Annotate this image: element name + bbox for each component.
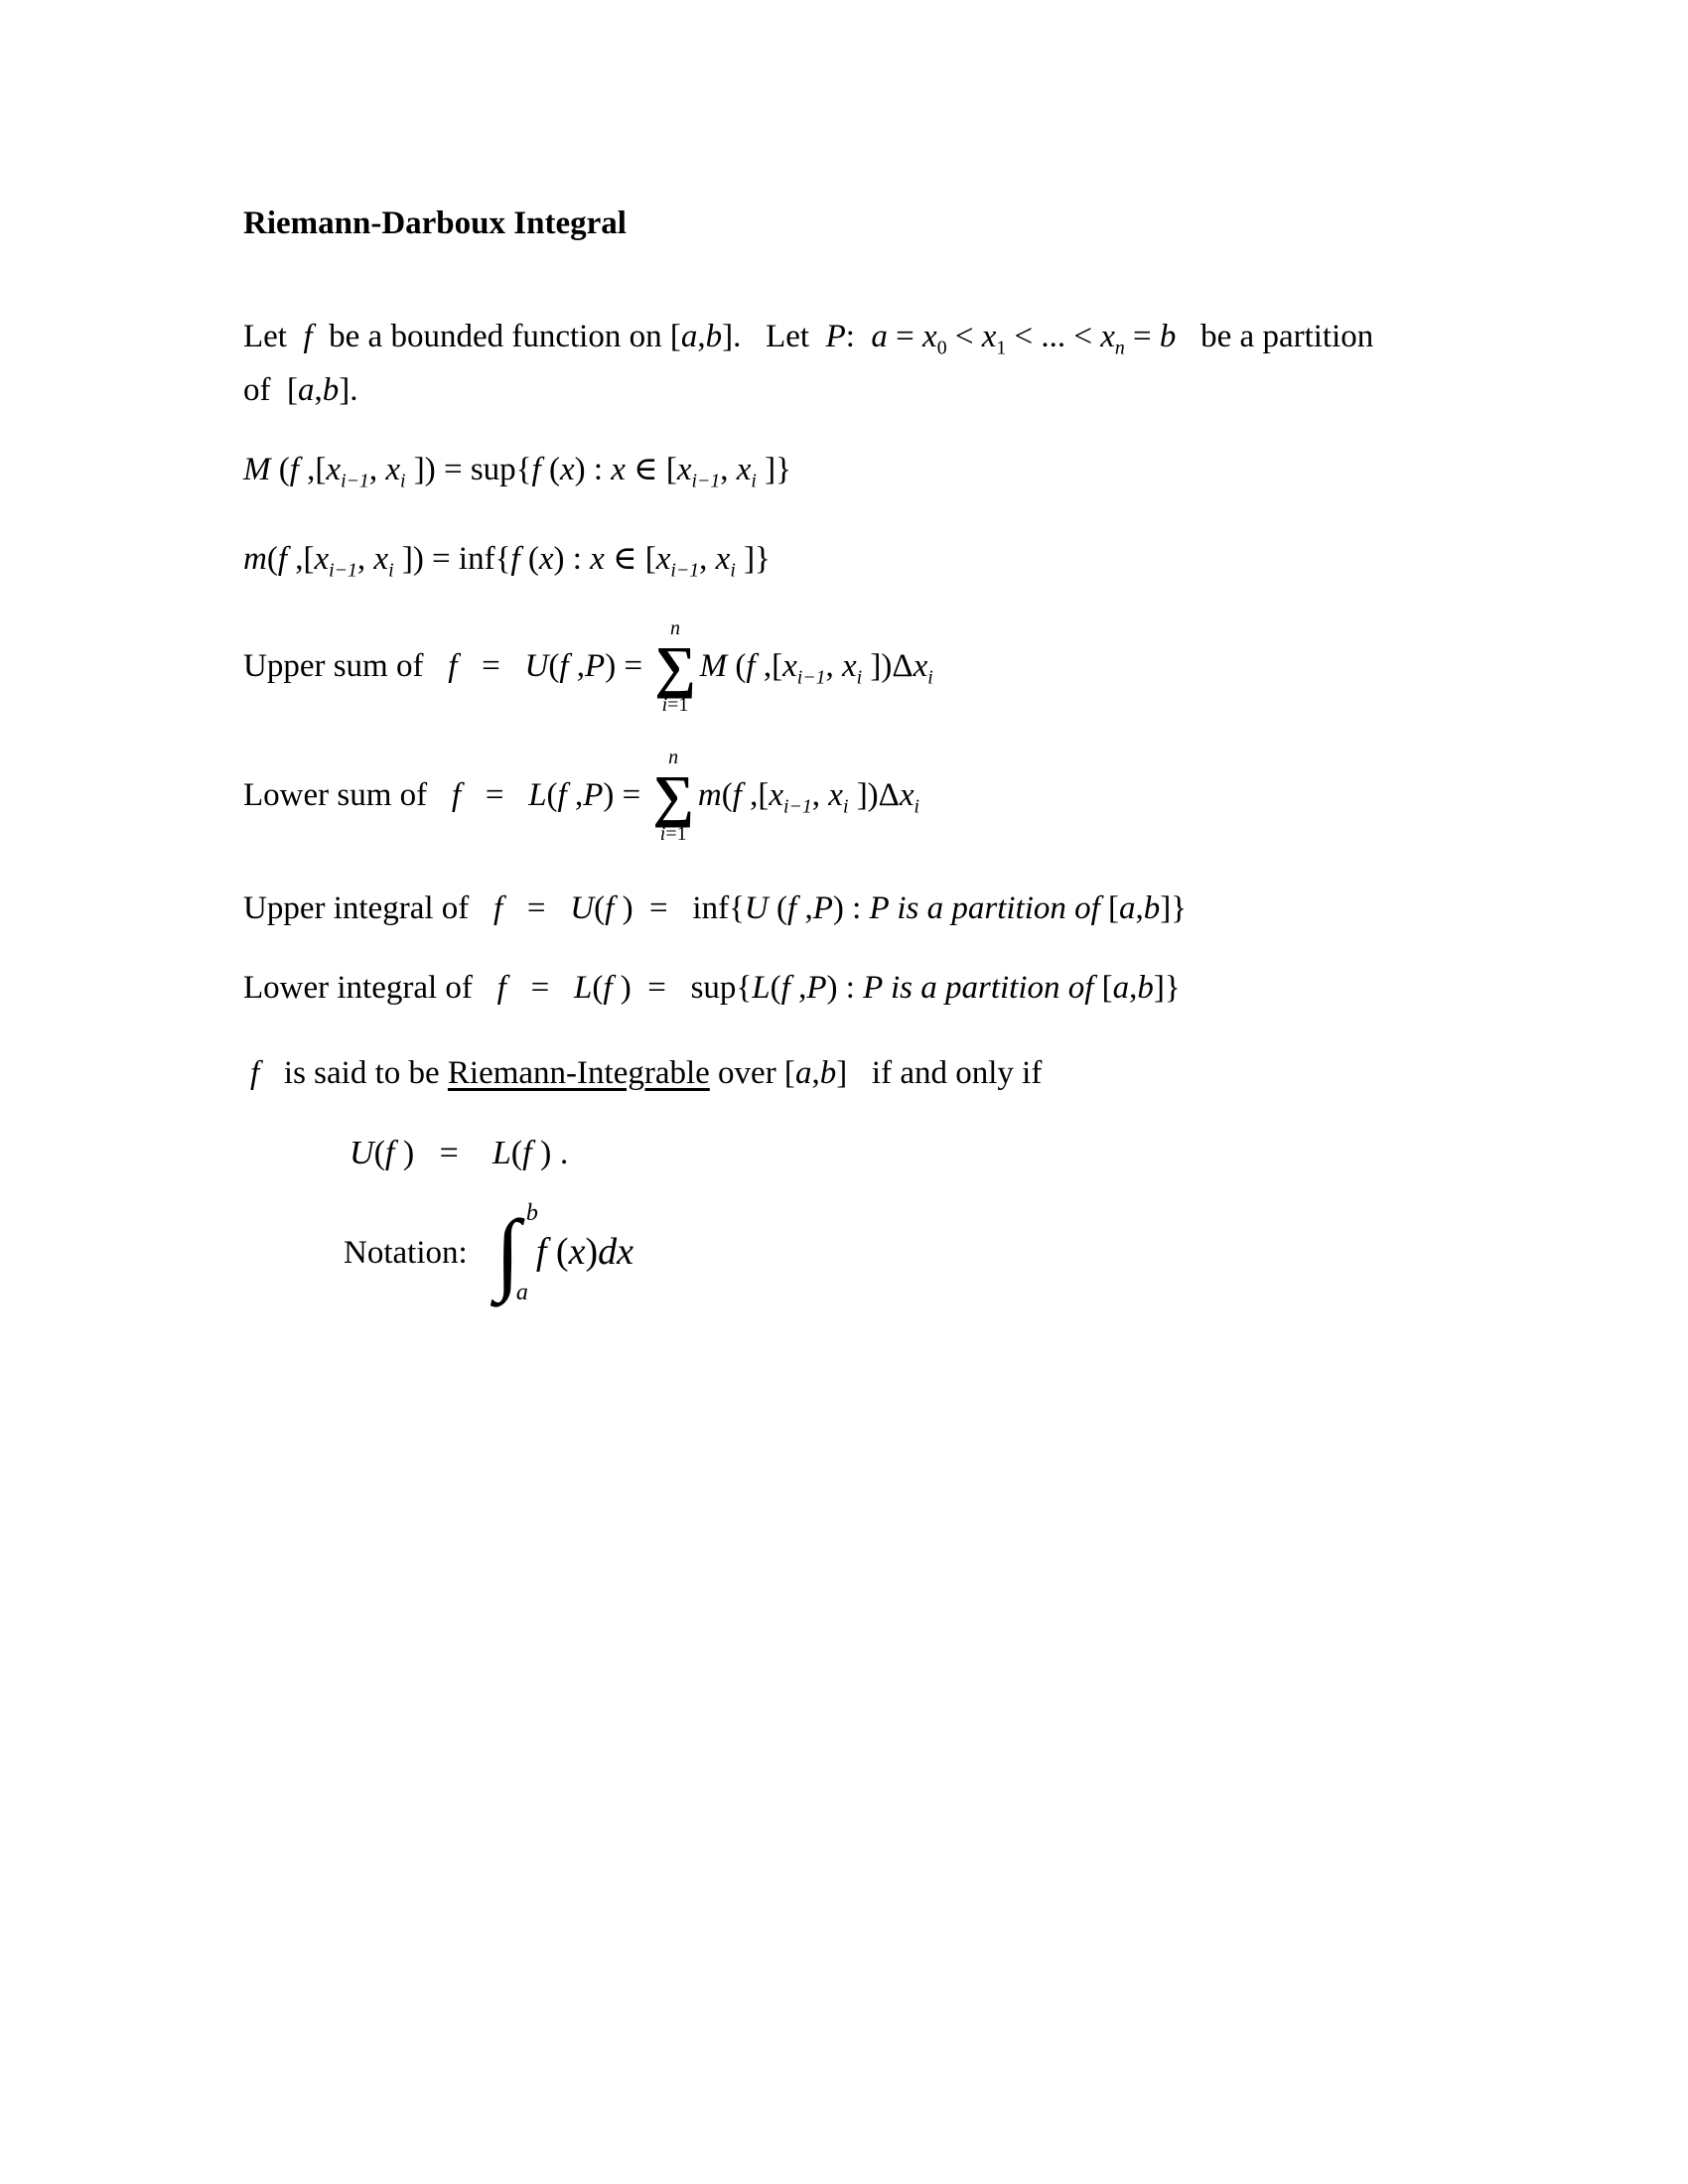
notation-line <box>344 1201 633 1304</box>
notation-label: Notation: <box>344 1234 468 1271</box>
lower-integral-formula: Lower integral of f = L(f ) = sup{L(f ,P) : P is a partition of [a,b]} <box>243 970 1181 1006</box>
integral-limits <box>515 1200 538 1305</box>
summation-operator <box>654 617 695 716</box>
page-title: Riemann-Darboux Integral <box>243 205 627 241</box>
equality-formula: U(f ) = L(f ) . <box>350 1135 569 1171</box>
riemann-integrable-statement: f is said to be Riemann-Integrable over [a,b] if and only if <box>250 1055 1043 1091</box>
upper-sum-formula <box>243 617 933 716</box>
sup-definition-formula: M (f $,[x_{i-1}$, $x_i$ ]) = sup{f (x) : x ∈ [$x_{i-1}$, $x_i$ ]} <box>243 452 791 492</box>
lower-sum-body: m(f $,[x_{i-1}$, $x_i$ ])$\Delta x_i$ <box>697 777 920 818</box>
sum-upper-limit: n <box>668 747 679 768</box>
lower-sum-prefix: Lower sum of f = L(f ,P) = <box>243 777 649 814</box>
integral-operator <box>494 1200 538 1305</box>
inf-definition-formula: m(f $,[x_{i-1}$, $x_i$ ]) = inf{f (x) : x ∈ [$x_{i-1}$, $x_i$ ]} <box>243 541 771 582</box>
upper-sum-prefix: Upper sum of f = U(f ,P) = <box>243 648 651 685</box>
integral-icon: ∫ <box>494 1201 520 1303</box>
sigma-icon: ∑ <box>654 634 696 699</box>
integral-upper-limit: b <box>525 1200 538 1226</box>
sigma-icon: ∑ <box>652 763 694 828</box>
lower-sum-formula <box>243 747 919 845</box>
integral-lower-limit: a <box>515 1280 528 1305</box>
upper-sum-body: M (f $,[x_{i-1}$, $x_i$ ])$\Delta x_i$ <box>699 648 933 689</box>
upper-integral-formula: Upper integral of f = U(f ) = inf{U (f ,P) : P is a partition of [a,b]} <box>243 890 1188 926</box>
summation-operator <box>653 747 694 845</box>
sum-upper-limit: n <box>669 617 680 639</box>
notation-body: f (x)dx <box>535 1231 633 1274</box>
intro-paragraph-line-1: Let f be a bounded function on [a,b]. Let P: $a = x_0 < x_1$ < ... < $x_n = b$ be a partition <box>243 319 1374 359</box>
sum-lower-limit: i=1 <box>659 823 687 846</box>
intro-paragraph-line-2: of [a,b]. <box>243 372 358 408</box>
sum-lower-limit: i=1 <box>661 694 689 717</box>
